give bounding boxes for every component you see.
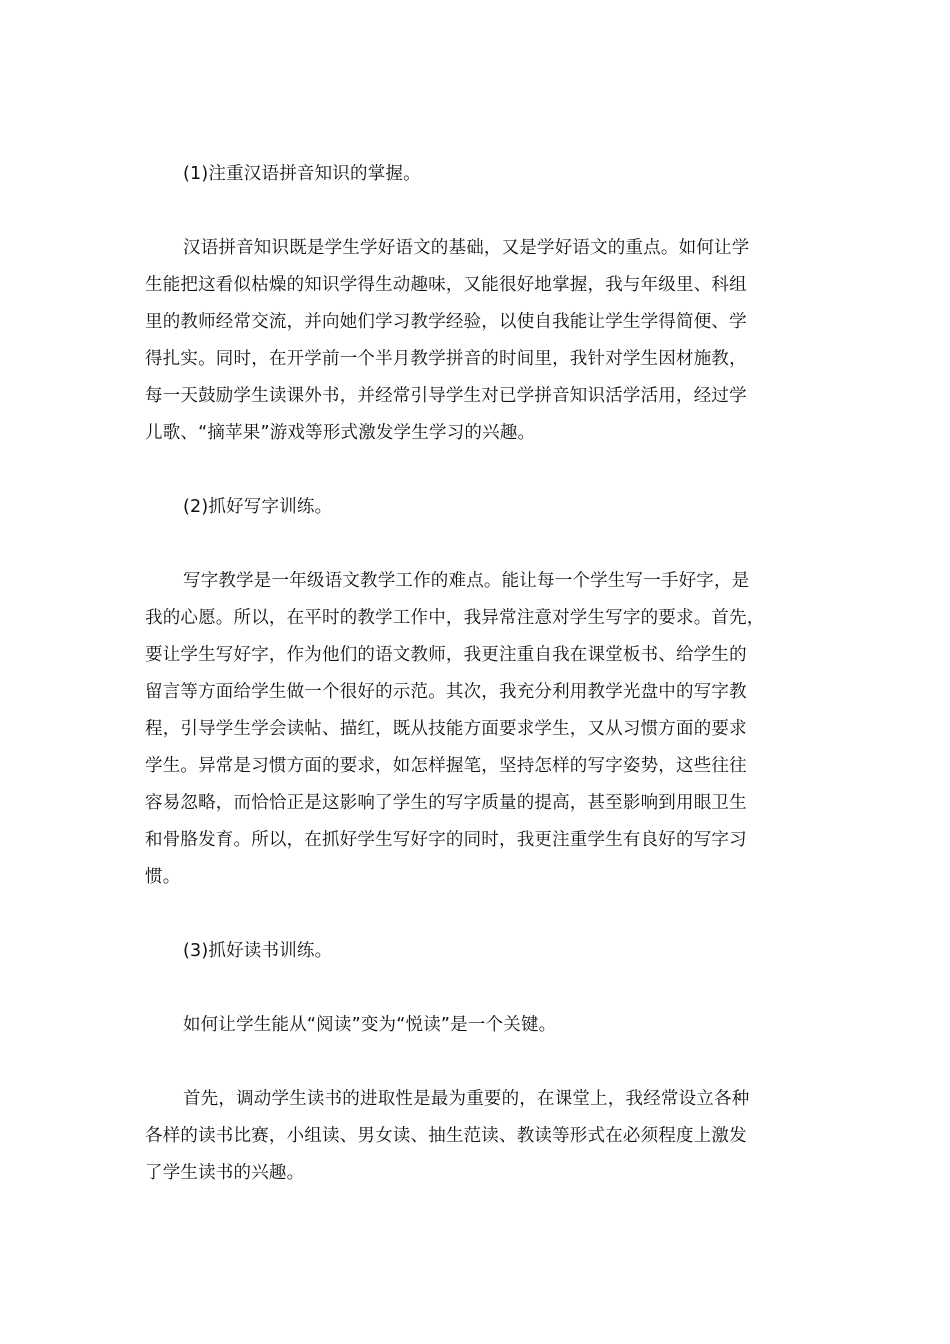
section-heading-reading: (3)抓好读书训练。 bbox=[183, 941, 333, 961]
paragraph-line: 程，引导学生学会读帖、描红，既从技能方面要求学生，又从习惯方面的要求 bbox=[145, 719, 747, 739]
paragraph-line: 写字教学是一年级语文教学工作的难点。能让每一个学生写一手好字，是 bbox=[183, 571, 750, 591]
paragraph-line: 每一天鼓励学生读课外书，并经常引导学生对已学拼音知识活学活用，经过学 bbox=[145, 386, 747, 406]
paragraph-line: 了学生读书的兴趣。 bbox=[145, 1163, 305, 1183]
section-heading-pinyin: (1)注重汉语拼音知识的掌握。 bbox=[183, 164, 421, 184]
paragraph-line: 首先，调动学生读书的进取性是最为重要的，在课堂上，我经常设立各种 bbox=[183, 1089, 750, 1109]
paragraph-line: 要让学生写好字，作为他们的语文教师，我更注重自我在课堂板书、给学生的 bbox=[145, 645, 747, 665]
paragraph-line: 惯。 bbox=[145, 867, 181, 887]
paragraph-line: 里的教师经常交流，并向她们学习教学经验，以使自我能让学生学得简便、学 bbox=[145, 312, 747, 332]
paragraph-line: 汉语拼音知识既是学生学好语文的基础，又是学好语文的重点。如何让学 bbox=[183, 238, 750, 258]
paragraph-line: 各样的读书比赛，小组读、男女读、抽生范读、教读等形式在必须程度上激发 bbox=[145, 1126, 747, 1146]
paragraph-line: 和骨胳发育。所以，在抓好学生写好字的同时，我更注重学生有良好的写字习 bbox=[145, 830, 747, 850]
paragraph-line: 得扎实。同时，在开学前一个半月教学拼音的时间里，我针对学生因材施教， bbox=[145, 349, 747, 369]
paragraph-line: 我的心愿。所以，在平时的教学工作中，我异常注意对学生写字的要求。首先， bbox=[145, 608, 765, 628]
paragraph-line: 容易忽略，而恰恰正是这影响了学生的写字质量的提高，甚至影响到用眼卫生 bbox=[145, 793, 747, 813]
section-heading-writing: (2)抓好写字训练。 bbox=[183, 497, 333, 517]
paragraph-line: 留言等方面给学生做一个很好的示范。其次，我充分利用教学光盘中的写字教 bbox=[145, 682, 747, 702]
paragraph-line: 儿歌、“摘苹果”游戏等形式激发学生学习的兴趣。 bbox=[145, 423, 536, 443]
paragraph-line: 生能把这看似枯燥的知识学得生动趣味，又能很好地掌握，我与年级里、科组 bbox=[145, 275, 747, 295]
paragraph-intro: 如何让学生能从“阅读”变为“悦读”是一个关键。 bbox=[183, 1015, 557, 1035]
paragraph-line: 学生。异常是习惯方面的要求，如怎样握笔，坚持怎样的写字姿势，这些往往 bbox=[145, 756, 747, 776]
